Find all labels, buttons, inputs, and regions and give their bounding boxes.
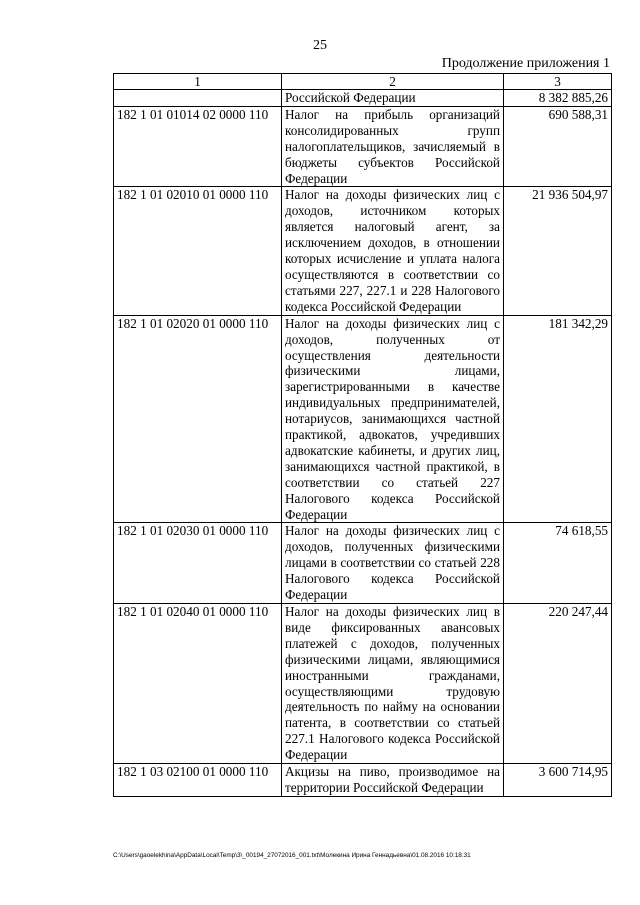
row-code <box>114 90 282 107</box>
row-description: Российской Федерации <box>282 90 504 107</box>
column-header-code: 1 <box>114 74 282 90</box>
row-code: 182 1 01 02040 01 0000 110 <box>114 604 282 764</box>
row-amount: 690 588,31 <box>504 106 612 187</box>
table-row <box>114 90 612 107</box>
table-row <box>114 764 612 797</box>
row-description: Налог на доходы физических лиц с доходов, полученных физическими лицами в соответствии со статьей 228 Налогового кодекса Российской Федерации <box>282 523 504 604</box>
table-header-row <box>114 74 612 90</box>
row-code: 182 1 01 02010 01 0000 110 <box>114 187 282 315</box>
table-row <box>114 523 612 604</box>
table-row <box>114 187 612 315</box>
row-description: Налог на доходы физических лиц с доходов, источником которых является налоговый агент, за исключением доходов, в отношении которых исчисление и уплата налога осуществляются в соответствии со статьями 227, 227.1 и 228 Налогового кодекса Российской Федерации <box>282 187 504 315</box>
row-amount: 8 382 885,26 <box>504 90 612 107</box>
page-number: 25 <box>313 38 327 53</box>
table-row <box>114 315 612 523</box>
column-header-description: 2 <box>282 74 504 90</box>
continuation-label: Продолжение приложения 1 <box>441 56 610 71</box>
row-amount: 3 600 714,95 <box>504 764 612 797</box>
row-code: 182 1 01 01014 02 0000 110 <box>114 106 282 187</box>
row-code: 182 1 03 02100 01 0000 110 <box>114 764 282 797</box>
revenue-table <box>113 73 612 797</box>
footer-file-path: C:\Users\gaoelekhina\AppData\Local\Temp\3\_00194_27072016_001.txt\Молекина Ирина Геннадьевна\01.08.2016 10:18:31 <box>113 852 471 859</box>
row-description: Налог на доходы физических лиц с доходов, полученных от осуществления деятельности физическими лицами, зарегистрированными в качестве индивидуальных предпринимателей, нотариусов, занимающихся частной практикой, адвокатов, учредивших адвокатские кабинеты, и других лиц, занимающихся частной практикой, в соответствии со статьей 227 Налогового кодекса Российской Федерации <box>282 315 504 523</box>
row-amount: 181 342,29 <box>504 315 612 523</box>
row-code: 182 1 01 02030 01 0000 110 <box>114 523 282 604</box>
table-row <box>114 604 612 764</box>
row-description: Акцизы на пиво, производимое на территории Российской Федерации <box>282 764 504 797</box>
row-amount: 21 936 504,97 <box>504 187 612 315</box>
row-code: 182 1 01 02020 01 0000 110 <box>114 315 282 523</box>
row-amount: 220 247,44 <box>504 604 612 764</box>
row-description: Налог на прибыль организаций консолидированных групп налогоплательщиков, зачисляемый в бюджеты субъектов Российской Федерации <box>282 106 504 187</box>
row-description: Налог на доходы физических лиц в виде фиксированных авансовых платежей с доходов, полученных физическими лицами, являющимися иностранными гражданами, осуществляющими трудовую деятельность по найму на основании патента, в соответствии со статьей 227.1 Налогового кодекса Российской Федерации <box>282 604 504 764</box>
column-header-amount: 3 <box>504 74 612 90</box>
table-row <box>114 106 612 187</box>
row-amount: 74 618,55 <box>504 523 612 604</box>
